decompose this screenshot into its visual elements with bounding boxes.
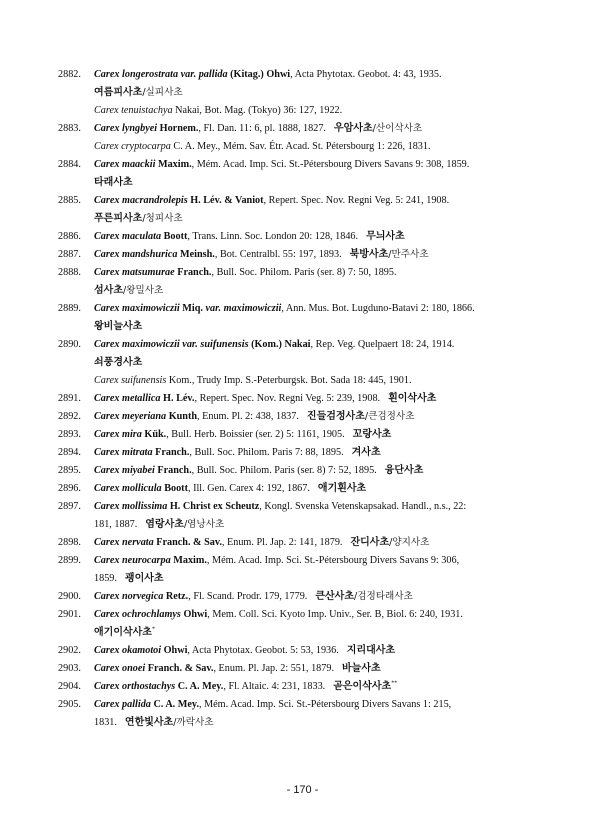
citation-continued: 1831. xyxy=(94,717,117,728)
scientific-name: Carex nervata xyxy=(94,537,154,548)
entry-number: 2883. xyxy=(58,123,81,134)
entry-number: 2891. xyxy=(58,393,81,404)
author-name: Boott xyxy=(164,483,188,494)
entry-line xyxy=(94,318,548,336)
entry-number: 2902. xyxy=(58,645,81,656)
scientific-name: Carex ochrochlamys xyxy=(94,609,181,620)
entry-body xyxy=(94,678,548,696)
author-name: Franch. xyxy=(155,447,190,458)
korean-name: 큰산사초 xyxy=(315,591,354,602)
korean-name: 섬사초 xyxy=(94,285,123,296)
scientific-name: Carex norvegica xyxy=(94,591,164,602)
entry-line xyxy=(94,300,548,318)
scientific-name: Carex maackii xyxy=(94,159,156,170)
scientific-name: Carex onoei xyxy=(94,663,146,674)
korean-name: 진들검정사초 xyxy=(306,411,365,422)
scientific-name: Carex matsumurae xyxy=(94,267,175,278)
species-entry xyxy=(58,246,548,264)
author-name: Miq. xyxy=(182,303,203,314)
entry-line xyxy=(94,570,548,588)
author-name: Franch. xyxy=(177,267,212,278)
korean-name: 연한빛사초 xyxy=(124,717,174,728)
entry-line xyxy=(94,210,548,228)
citation: , Bull. Herb. Boissier (ser. 2) 5: 1161, 1905. xyxy=(166,429,345,440)
citation: , Kongl. Svenska Vetenskapsakad. Handl., n.s., 22: xyxy=(259,501,467,512)
scientific-name: Carex mira xyxy=(94,429,142,440)
korean-name: 우암사초 xyxy=(333,123,373,134)
species-entry xyxy=(58,444,548,462)
author-name: Franch. & Sav. xyxy=(156,537,222,548)
korean-synonym: /청피사초 xyxy=(142,213,183,224)
entry-line xyxy=(94,696,548,714)
entry-line xyxy=(94,354,548,372)
korean-synonym: /왕밀사초 xyxy=(122,285,164,296)
entry-number: 2900. xyxy=(58,591,81,602)
entry-number: 2903. xyxy=(58,663,81,674)
entry-line xyxy=(94,426,548,444)
author-name: H. Lév. xyxy=(163,393,195,404)
entry-body xyxy=(94,156,548,192)
synonym-citation: C. A. Mey., Mém. Sav. Étr. Acad. St. Pétersbourg 1: 226, 1831. xyxy=(170,141,431,152)
korean-synonym: /양지사초 xyxy=(389,537,430,548)
korean-name: 왕비늘사초 xyxy=(94,321,143,332)
citation: , Fl. Altaic. 4: 231, 1833. xyxy=(223,681,326,692)
entry-body xyxy=(94,228,548,246)
citation: , Rep. Veg. Quelpaert 18: 24, 1914. xyxy=(310,339,455,350)
korean-name: 푸른피사초 xyxy=(94,213,143,224)
citation: , Acta Phytotax. Geobot. 4: 43, 1935. xyxy=(290,69,442,80)
entry-line xyxy=(94,246,548,264)
species-entry xyxy=(58,588,548,606)
species-entry xyxy=(58,534,548,552)
entry-body xyxy=(94,66,548,120)
scientific-name: Carex miyabei xyxy=(94,465,155,476)
author-name: Franch. xyxy=(157,465,192,476)
entry-line xyxy=(94,678,548,696)
entry-number: 2888. xyxy=(58,267,81,278)
korean-name: 애기흰사초 xyxy=(317,483,367,494)
entry-line xyxy=(94,192,548,210)
scientific-name: Carex meyeriana xyxy=(94,411,167,422)
citation: , Mém. Acad. Imp. Sci. St.-Pétersbourg Divers Savans 1: 215, xyxy=(199,699,452,710)
entry-body xyxy=(94,390,548,408)
entry-line xyxy=(94,264,548,282)
citation: , Mem. Coll. Sci. Kyoto Imp. Univ., Ser. B, Biol. 6: 240, 1931. xyxy=(207,609,463,620)
citation: , Ann. Mus. Bot. Lugduno-Batavi 2: 180, 1866. xyxy=(281,303,475,314)
synonym-name: Carex cryptocarpa xyxy=(94,141,171,152)
korean-name: 무늬사초 xyxy=(366,231,405,242)
entry-number: 2882. xyxy=(58,69,81,80)
korean-name: 여름피사초 xyxy=(94,87,143,98)
korean-name: 곧은이삭사초 xyxy=(333,681,392,692)
synonym-citation: Nakai, Bot. Mag. (Tokyo) 36: 127, 1922. xyxy=(172,105,343,116)
korean-name: 겨사초 xyxy=(351,447,381,458)
species-entry xyxy=(58,462,548,480)
author-name: H. Lév. & Vaniot xyxy=(190,195,264,206)
entry-number: 2893. xyxy=(58,429,81,440)
species-entry xyxy=(58,120,548,156)
entry-number: 2887. xyxy=(58,249,81,260)
entry-number: 2895. xyxy=(58,465,81,476)
korean-synonym: /산이삭사초 xyxy=(372,123,423,134)
citation: , Acta Phytotax. Geobot. 5: 53, 1936. xyxy=(187,645,339,656)
entry-body xyxy=(94,264,548,300)
korean-synonym: /검정타래사초 xyxy=(354,591,413,602)
entry-number: 2890. xyxy=(58,339,81,350)
scientific-name: Carex orthostachys xyxy=(94,681,176,692)
entry-number: 2894. xyxy=(58,447,81,458)
author-name: (Kitag.) Ohwi xyxy=(230,69,291,80)
scientific-name: Carex mitrata xyxy=(94,447,153,458)
species-entry xyxy=(58,390,548,408)
entry-line xyxy=(94,282,548,300)
species-entry xyxy=(58,156,548,192)
entry-line xyxy=(94,588,548,606)
entry-number: 2901. xyxy=(58,609,81,620)
scientific-name: Carex mollicula xyxy=(94,483,162,494)
scientific-name: Carex metallica xyxy=(94,393,161,404)
citation: , Bull. Soc. Philom. Paris (ser. 8) 7: 52, 1895. xyxy=(191,465,377,476)
species-entry xyxy=(58,408,548,426)
footnote-mark: * xyxy=(151,626,155,633)
synonym-line xyxy=(94,102,548,120)
entry-line xyxy=(94,660,548,678)
species-entry xyxy=(58,264,548,300)
author-name: Ohwi xyxy=(163,645,188,656)
entry-line xyxy=(94,444,548,462)
entry-line xyxy=(94,156,548,174)
entry-line xyxy=(94,228,548,246)
entry-body xyxy=(94,336,548,390)
scientific-name: Carex pallida xyxy=(94,699,151,710)
entry-line xyxy=(94,480,548,498)
korean-name: 잔디사초 xyxy=(350,537,390,548)
korean-name: 타래사초 xyxy=(94,177,133,188)
entry-body xyxy=(94,300,548,336)
author-name: Meinsh. xyxy=(180,249,215,260)
entry-body xyxy=(94,444,548,462)
synonym-citation: Kom., Trudy Imp. S.-Peterburgsk. Bot. Sada 18: 445, 1901. xyxy=(166,375,412,386)
entry-line xyxy=(94,516,548,534)
entry-number: 2899. xyxy=(58,555,81,566)
species-entry xyxy=(58,426,548,444)
entry-line xyxy=(94,120,548,138)
korean-name: 꼬랑사초 xyxy=(352,429,392,440)
entry-line xyxy=(94,336,548,354)
korean-name: 북방사초 xyxy=(349,249,389,260)
author-name: Retz. xyxy=(165,591,189,602)
entry-line xyxy=(94,624,548,642)
synonym-name: Carex tenuistachya xyxy=(94,105,173,116)
entry-body xyxy=(94,480,548,498)
entry-number: 2885. xyxy=(58,195,81,206)
species-entry xyxy=(58,642,548,660)
scientific-name: Carex maculata xyxy=(94,231,162,242)
species-entry xyxy=(58,678,548,696)
scientific-name: Carex macrandrolepis xyxy=(94,195,188,206)
korean-synonym: /큰검정사초 xyxy=(364,411,415,422)
citation: , Trans. Linn. Soc. London 20: 128, 1846. xyxy=(187,231,359,242)
citation: , Enum. Pl. Jap. 2: 551, 1879. xyxy=(213,663,334,674)
korean-name: 융단사초 xyxy=(384,465,424,476)
scientific-name: Carex lyngbyei xyxy=(94,123,158,134)
entry-number: 2884. xyxy=(58,159,81,170)
page-number: - 170 - xyxy=(286,784,319,796)
entry-body xyxy=(94,660,548,678)
entry-line xyxy=(94,606,548,624)
entry-line xyxy=(94,714,548,732)
synonym-name: Carex suifunensis xyxy=(94,375,167,386)
korean-synonym: /염낭사초 xyxy=(183,519,225,530)
author-name: Ohwi xyxy=(183,609,208,620)
citation: , Enum. Pl. Jap. 2: 141, 1879. xyxy=(221,537,343,548)
footnote-mark: ** xyxy=(391,680,398,687)
entry-body xyxy=(94,642,548,660)
author-name: Kunth xyxy=(168,411,198,422)
korean-name: 흰이삭사초 xyxy=(388,393,437,404)
entry-body xyxy=(94,246,548,264)
entry-line xyxy=(94,462,548,480)
korean-name: 괭이사초 xyxy=(124,573,164,584)
citation: , Ill. Gen. Carex 4: 192, 1867. xyxy=(187,483,310,494)
entry-body xyxy=(94,588,548,606)
species-entry xyxy=(58,192,548,228)
species-entry xyxy=(58,606,548,642)
author-name: Boott xyxy=(163,231,188,242)
citation: , Repert. Spec. Nov. Regni Veg. 5: 239, 1908. xyxy=(194,393,381,404)
author-name: H. Christ ex Scheutz xyxy=(169,501,260,512)
citation: , Fl. Dan. 11: 6, pl. 1888, 1827. xyxy=(198,123,326,134)
entry-number: 2898. xyxy=(58,537,81,548)
korean-synonym: /까락사초 xyxy=(173,717,214,728)
scientific-name: Carex mollissima xyxy=(94,501,168,512)
scientific-name: Carex maximowiczii var. suifunensis xyxy=(94,339,249,350)
entry-line xyxy=(94,534,548,552)
author-name: Maxim. xyxy=(173,555,207,566)
species-entry xyxy=(58,228,548,246)
entry-body xyxy=(94,120,548,156)
entry-body xyxy=(94,462,548,480)
citation: , Bot. Centralbl. 55: 197, 1893. xyxy=(214,249,342,260)
citation: , Mém. Acad. Imp. Sci. St.-Pétersbourg Divers Savans 9: 308, 1859. xyxy=(191,159,470,170)
species-entry xyxy=(58,336,548,390)
author-name: C. A. Mey. xyxy=(177,681,224,692)
citation: , Bull. Soc. Philom. Paris 7: 88, 1895. xyxy=(189,447,344,458)
entry-line xyxy=(94,66,548,84)
species-list xyxy=(58,66,548,732)
author-name: C. A. Mey. xyxy=(153,699,199,710)
species-entry xyxy=(58,498,548,534)
author-name: Hornem. xyxy=(159,123,199,134)
korean-synonym: /만주사초 xyxy=(388,249,429,260)
korean-synonym: /실피사초 xyxy=(142,87,183,98)
scientific-name: Carex neurocarpa xyxy=(94,555,171,566)
entry-number: 2896. xyxy=(58,483,81,494)
korean-name: 애기이삭사초 xyxy=(94,627,152,638)
entry-body xyxy=(94,534,548,552)
entry-line xyxy=(94,552,548,570)
scientific-name: Carex longerostrata var. pallida xyxy=(94,69,228,80)
entry-body xyxy=(94,606,548,642)
entry-body xyxy=(94,192,548,228)
entry-body xyxy=(94,426,548,444)
species-entry xyxy=(58,552,548,588)
infraspecific-epithet: maximowiczii xyxy=(223,303,282,314)
author-name: Maxim. xyxy=(157,159,192,170)
entry-body xyxy=(94,498,548,534)
entry-line xyxy=(94,408,548,426)
species-entry xyxy=(58,66,548,120)
scientific-name: Carex okamotoi xyxy=(94,645,162,656)
entry-line xyxy=(94,498,548,516)
author-name: Kük. xyxy=(144,429,167,440)
korean-name: 바늘사초 xyxy=(342,663,381,674)
species-entry xyxy=(58,696,548,732)
scientific-name: Carex maximowiczii xyxy=(94,303,180,314)
entry-line xyxy=(94,642,548,660)
entry-body xyxy=(94,696,548,732)
korean-name: 염랑사초 xyxy=(145,519,184,530)
rank-label: var. xyxy=(202,303,224,314)
synonym-line xyxy=(94,138,548,156)
entry-line xyxy=(94,390,548,408)
species-entry xyxy=(58,660,548,678)
entry-line xyxy=(94,84,548,102)
entry-body xyxy=(94,408,548,426)
korean-name: 지리대사초 xyxy=(346,645,396,656)
entry-number: 2897. xyxy=(58,501,81,512)
author-name: Franch. & Sav. xyxy=(147,663,214,674)
entry-number: 2892. xyxy=(58,411,81,422)
citation: , Fl. Scand. Prodr. 179, 1779. xyxy=(188,591,308,602)
entry-number: 2886. xyxy=(58,231,81,242)
species-entry xyxy=(58,480,548,498)
citation: , Mém. Acad. Imp. Sci. St.-Pétersbourg Divers Savans 9: 306, xyxy=(206,555,460,566)
species-entry xyxy=(58,300,548,336)
synonym-line xyxy=(94,372,548,390)
entry-number: 2905. xyxy=(58,699,81,710)
entry-body xyxy=(94,552,548,588)
citation-continued: 1859. xyxy=(94,573,117,584)
author-name: (Kom.) Nakai xyxy=(251,339,311,350)
citation: , Repert. Spec. Nov. Regni Veg. 5: 241, 1908. xyxy=(263,195,450,206)
citation-continued: 181, 1887. xyxy=(94,519,138,530)
entry-line xyxy=(94,174,548,192)
korean-name: 쇠풍경사초 xyxy=(94,357,143,368)
entry-number: 2904. xyxy=(58,681,81,692)
citation: , Bull. Soc. Philom. Paris (ser. 8) 7: 50, 1895. xyxy=(211,267,397,278)
entry-number: 2889. xyxy=(58,303,81,314)
scientific-name: Carex mandshurica xyxy=(94,249,178,260)
citation: , Enum. Pl. 2: 438, 1837. xyxy=(197,411,299,422)
